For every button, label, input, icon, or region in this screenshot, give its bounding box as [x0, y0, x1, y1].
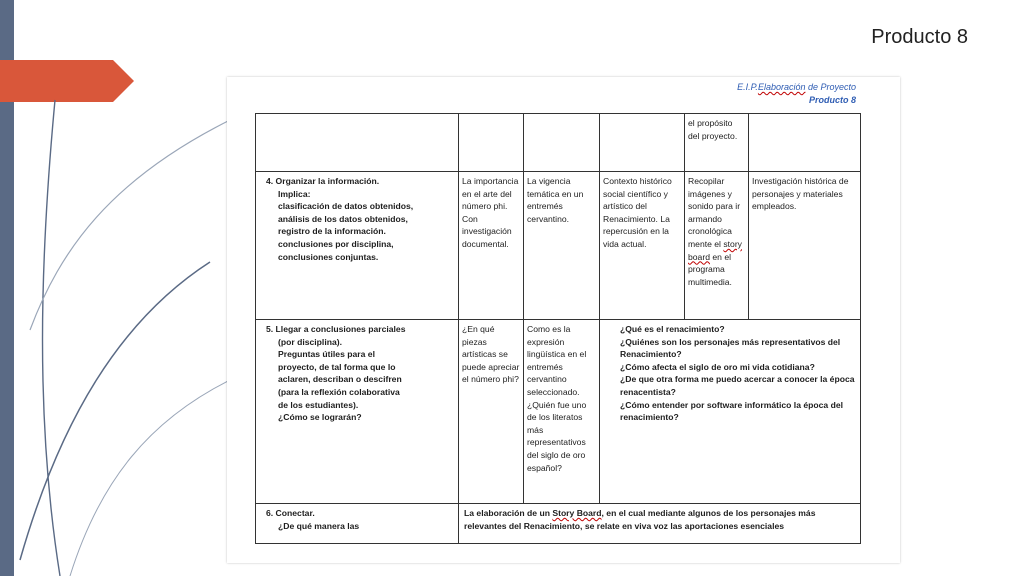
stage-title: 6. Conectar. [266, 508, 315, 518]
stage-title: 5. Llegar a conclusiones parciales [266, 324, 406, 334]
table-cell: Investigación histórica de personajes y materiales empleados. [749, 172, 861, 320]
table-cell: el propósito del proyecto. [685, 114, 749, 172]
table-row [256, 504, 861, 544]
stage-line: proyecto, de tal forma que lo [278, 361, 396, 372]
stage-line: Preguntas útiles para el [278, 349, 375, 360]
decorative-curves [0, 0, 240, 576]
slide-title: Producto 8 [871, 26, 968, 48]
document-header-line2: Producto 8 [808, 95, 856, 105]
stage-line: ¿Cómo se lograrán? [278, 412, 362, 423]
stage-line: de los estudiantes). [278, 399, 359, 410]
table-cell [256, 114, 459, 172]
stage-line: aclaren, describan o descifren [278, 374, 402, 385]
table-cell: La vigencia temática en un entremés cervantino. [524, 172, 600, 320]
stage-line: ¿De qué manera las [278, 520, 360, 531]
table-cell [600, 114, 685, 172]
table-cell [524, 114, 600, 172]
document-header-line1: E.I.P.Elaboración de Proyecto [737, 82, 856, 92]
stage-cell [256, 320, 459, 504]
question-item: ¿Qué es el renacimiento? [620, 324, 725, 334]
table-cell: La importancia en el arte del número phi. Con investigación documental. [459, 172, 524, 320]
question-item: ¿De que otra forma me puedo acercar a conocer la época renacentista? [620, 374, 855, 397]
project-table [255, 113, 861, 544]
table-row [256, 172, 861, 320]
stage-line: registro de la información. [278, 226, 386, 237]
table-cell: Contexto histórico social científico y artístico del Renacimiento. La repercusión en la vida actual. [600, 172, 685, 320]
stage-cell [256, 504, 459, 544]
stage-line: análisis de los datos obtenidos, [278, 213, 408, 224]
stage-cell [256, 172, 459, 320]
table-cell [749, 114, 861, 172]
questions-cell [600, 320, 861, 504]
stage-line: Implica: [278, 188, 311, 199]
table-row [256, 114, 861, 172]
table-cell: Como es la expresión lingüística en el entremés cervantino seleccionado. ¿Quién fue uno de los literatos más representativos del siglo de oro español? [524, 320, 600, 504]
question-item: ¿Cómo afecta el siglo de oro mi vida cotidiana? [620, 361, 815, 372]
table-cell: ¿En qué piezas artísticas se puede apreciar el número phi? [459, 320, 524, 504]
stage-title: 4. Organizar la información. [266, 176, 380, 186]
question-item: ¿Quiénes son los personajes más representativos del Renacimiento? [620, 336, 841, 360]
question-item: ¿Cómo entender por software informático la época del renacimiento? [620, 399, 843, 423]
stage-line: (para la reflexión colaborativa [278, 386, 400, 397]
table-row [256, 320, 861, 504]
stage-line: conclusiones por disciplina, [278, 238, 394, 249]
table-cell: Recopilar imágenes y sonido para ir armando cronológica mente el story board en el programa multimedia. [685, 172, 749, 320]
stage-line: (por disciplina). [278, 336, 342, 347]
stage-line: conclusiones conjuntas. [278, 251, 379, 262]
table-cell [459, 114, 524, 172]
connect-description: La elaboración de un Story Board, en el cual mediante algunos de los personajes más relevantes del Renacimiento, se relate en viva voz las aportaciones esenciales [459, 504, 861, 544]
document-page [227, 77, 900, 563]
stage-line: clasificación de datos obtenidos, [278, 201, 414, 212]
